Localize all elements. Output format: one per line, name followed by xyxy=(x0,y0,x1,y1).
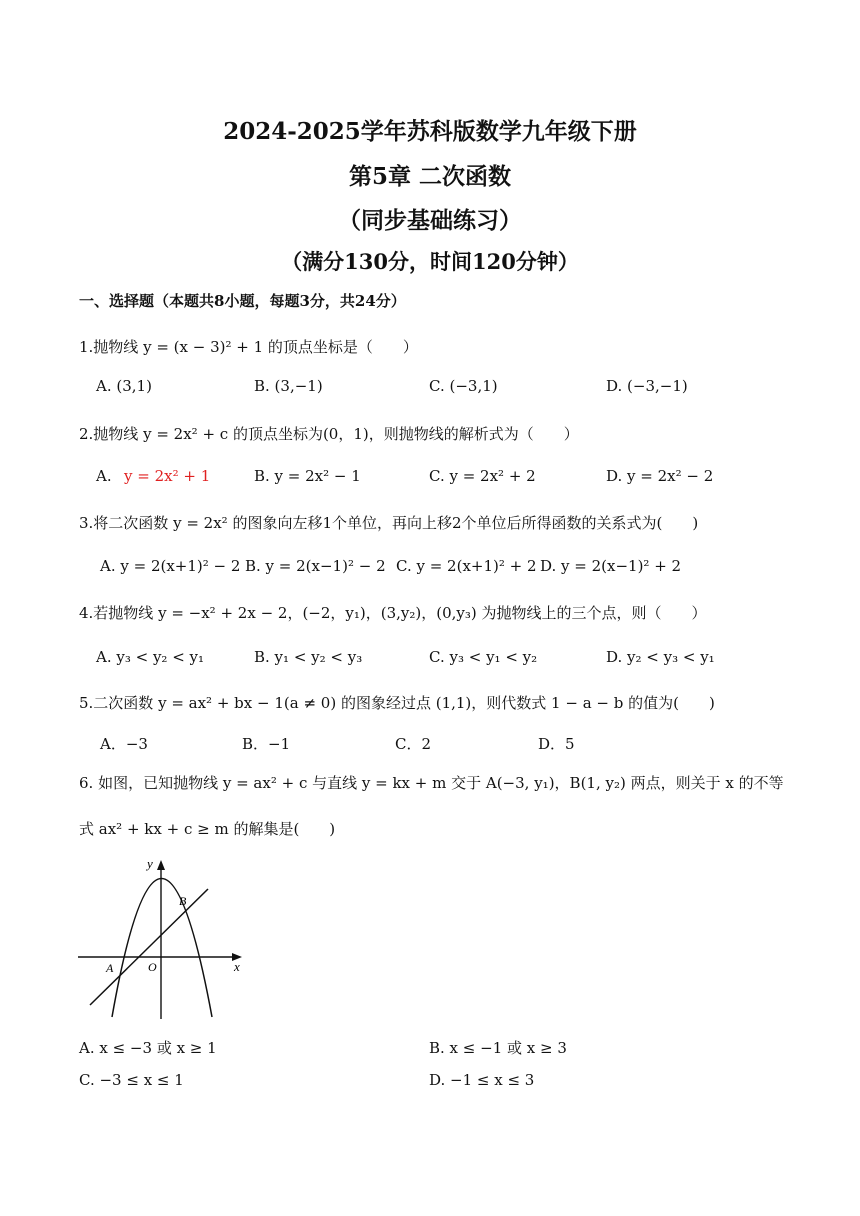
q4-option-d: D. y₂ < y₃ < y₁ xyxy=(606,648,715,666)
q2-option-c: C. y = 2x² + 2 xyxy=(429,467,536,485)
point-a-label: A xyxy=(106,961,114,975)
q6-option-d: D. −1 ≤ x ≤ 3 xyxy=(429,1071,535,1089)
question-5-stem: 5.二次函数 y = ax² + bx − 1(a ≠ 0) 的图象经过点 (1,1)，则代数式 1 − a − b 的值为( ) xyxy=(79,694,715,712)
subtitle: （同步基础练习） xyxy=(338,207,522,234)
q6-option-c: C. −3 ≤ x ≤ 1 xyxy=(79,1071,184,1089)
origin-label: O xyxy=(148,960,157,974)
doc-title: 2024-2025学年苏科版数学九年级下册 xyxy=(223,118,637,145)
question-6-stem-line2: 式 ax² + kx + c ≥ m 的解集是( ) xyxy=(79,820,336,838)
q6-option-b: B. x ≤ −1 或 x ≥ 3 xyxy=(429,1039,567,1057)
parabola-line-figure xyxy=(76,855,248,1021)
q4-option-a: A. y₃ < y₂ < y₁ xyxy=(96,648,205,666)
question-3-stem: 3.将二次函数 y = 2x² 的图象向左移1个单位，再向上移2个单位后所得函数的关系式为( ) xyxy=(79,514,699,532)
straight-line xyxy=(90,889,208,1005)
question-1-stem: 1.抛物线 y = (x − 3)² + 1 的顶点坐标是（ ） xyxy=(79,338,418,356)
q1-option-d: D. (−3,−1) xyxy=(606,377,688,395)
q3-option-a: A. y = 2(x+1)² − 2 xyxy=(100,557,241,575)
y-axis-arrow-icon xyxy=(157,860,165,870)
q2-option-a-answer: y = 2x² + 1 xyxy=(124,467,211,485)
q4-option-b: B. y₁ < y₂ < y₃ xyxy=(254,648,363,666)
q5-option-c: C．2 xyxy=(395,735,432,753)
x-axis-label: x xyxy=(234,959,240,974)
q5-option-b: B．−1 xyxy=(242,735,291,753)
question-6-stem-line1: 6. 如图，已知抛物线 y = ax² + c 与直线 y = kx + m 交于 A(−3, y₁)，B(1, y₂) 两点，则关于 x 的不等 xyxy=(79,774,784,792)
q3-option-c: C. y = 2(x+1)² + 2 xyxy=(396,557,537,575)
q5-option-a: A．−3 xyxy=(100,735,148,753)
q1-option-c: C. (−3,1) xyxy=(429,377,498,395)
question-4-stem: 4.若抛物线 y = −x² + 2x − 2，(−2，y₁)，(3,y₂)，(0,y₃) 为抛物线上的三个点，则（ ） xyxy=(79,604,707,622)
point-b-label: B xyxy=(179,894,187,908)
q2-option-d: D. y = 2x² − 2 xyxy=(606,467,714,485)
q3-option-b: B. y = 2(x−1)² − 2 xyxy=(245,557,386,575)
q4-option-c: C. y₃ < y₁ < y₂ xyxy=(429,648,538,666)
q2-option-a-letter: A. xyxy=(96,467,112,485)
y-axis-label: y xyxy=(147,856,153,871)
q1-option-a: A. (3,1) xyxy=(96,377,152,395)
question-2-stem: 2.抛物线 y = 2x² + c 的顶点坐标为(0，1)，则抛物线的解析式为（ ） xyxy=(79,425,579,443)
q3-option-d: D. y = 2(x−1)² + 2 xyxy=(540,557,682,575)
score-time: （满分130分，时间120分钟） xyxy=(281,249,579,274)
section-heading: 一、选择题（本题共8小题，每题3分，共24分） xyxy=(79,292,406,310)
q2-option-b: B. y = 2x² − 1 xyxy=(254,467,361,485)
chapter-title: 第5章 二次函数 xyxy=(348,163,511,190)
q6-option-a: A. x ≤ −3 或 x ≥ 1 xyxy=(79,1039,217,1057)
q5-option-d: D．5 xyxy=(538,735,575,753)
q1-option-b: B. (3,−1) xyxy=(254,377,323,395)
